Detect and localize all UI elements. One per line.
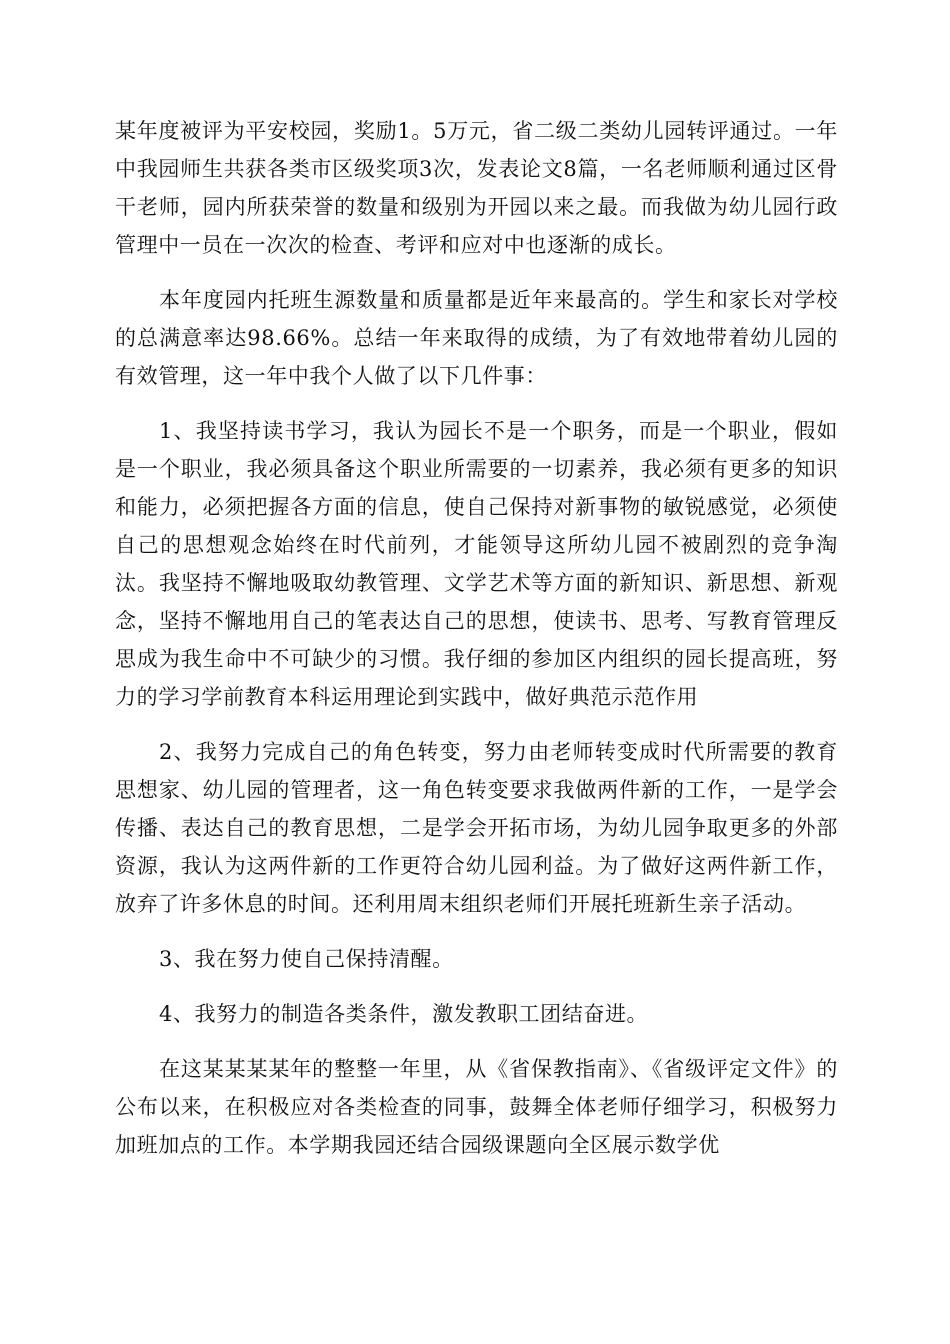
paragraph-item-4: 4、我努力的制造各类条件，激发教职工团结奋进。 [159,1002,649,1026]
paragraph-enrollment: 本年度园内托班生源数量和质量都是近年来最高的。学生和家长对学校的总满意率达98.66%。总结一年来取得的成绩，为了有效地带着幼儿园的有效管理，这一年中我个人做了以下几件事： [115,288,838,388]
paragraph-item-3: 3、我在努力使自己保持清醒。 [159,947,454,971]
paragraph-item-1: 1、我坚持读书学习，我认为园长不是一个职务，而是一个职业，假如是一个职业，我必须具备这个职业所需要的一切素养，我必须有更多的知识和能力，必须把握各方面的信息，使自己保持对新事物的敏锐感觉，必须使自己的思想观念始终在时代前列，才能领导这所幼儿园不被剧烈的竞争淘汰。我坚持不懈地吸取幼教管理、文学艺术等方面的新知识、新思想、新观念，坚持不懈地用自己的笔表达自己的思想，使读书、思考、写教育管理反思成为我生命中不可缺少的习惯。我仔细的参加区内组织的园长提高班，努力的学习学前教育本科运用理论到实践中，做好典范示范作用 [115,419,838,709]
paragraph-item-2: 2、我努力完成自己的角色转变，努力由老师转变成时代所需要的教育思想家、幼儿园的管理者，这一角色转变要求我做两件新的工作，一是学会传播、表达自己的教育思想，二是学会开拓市场，为幼儿园争取更多的外部资源，我认为这两件新的工作更符合幼儿园利益。为了做好这两件新工作，放弃了许多休息的时间。还利用周末组织老师们开展托班新生亲子活动。 [115,740,838,916]
paragraph-year-summary: 在这某某某某年的整整一年里，从《省保教指南》、《省级评定文件》的公布以来，在积极应对各类检查的同事，鼓舞全体老师仔细学习，积极努力加班加点的工作。本学期我园还结合园级课题向全区展示数学优 [115,1057,838,1157]
paragraph-achievements: 某年度被评为平安校园，奖励1。5万元，省二级二类幼儿园转评通过。一年中我园师生共获各类市区级奖项3次，发表论文8篇，一名老师顺利通过区骨干老师，园内所获荣誉的数量和级别为开园以来之最。而我做为幼儿园行政管理中一员在一次次的检查、考评和应对中也逐渐的成长。 [115,119,838,257]
document-body [115,112,838,1181]
